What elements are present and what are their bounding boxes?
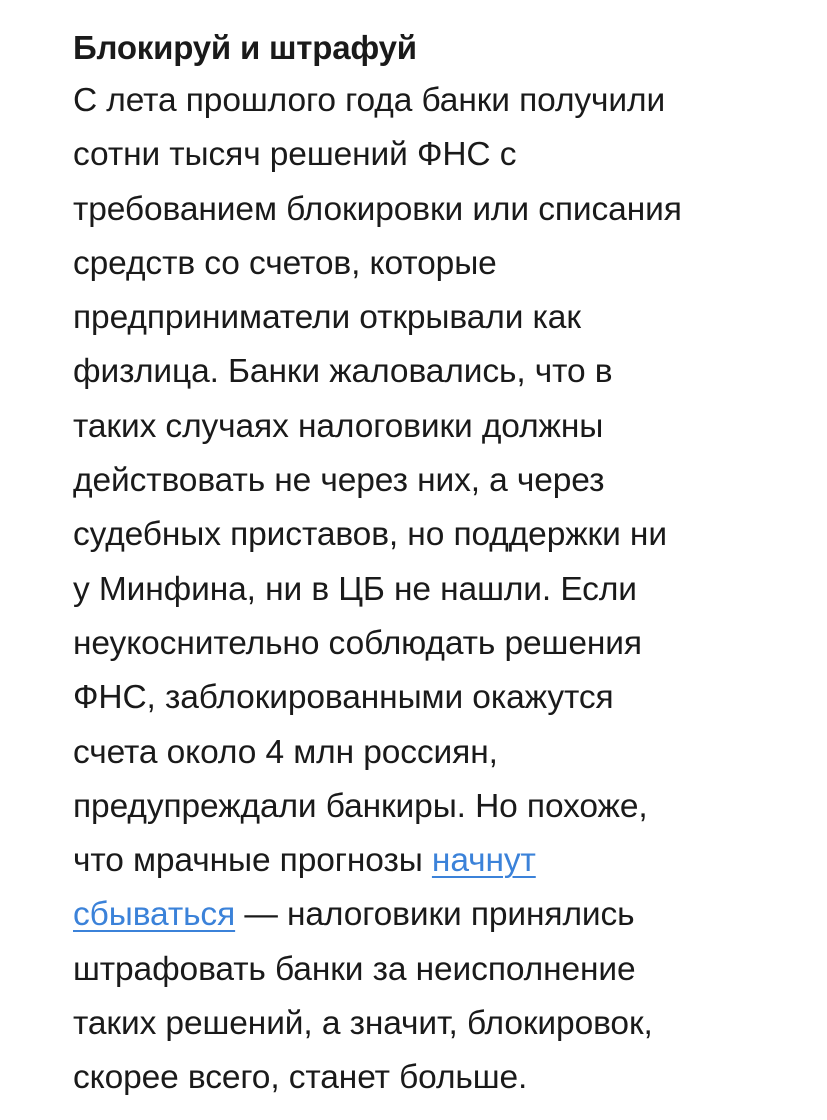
article — [73, 26, 773, 1106]
paragraph-line: счета около 4 млн россиян, — [73, 733, 498, 771]
paragraph-line: предприниматели открывали как — [73, 299, 581, 337]
paragraph-line: у Минфина, ни в ЦБ не нашли. Если — [73, 570, 637, 608]
paragraph-line: действовать не через них, а через — [73, 462, 605, 500]
paragraph-line: сотни тысяч решений ФНС с — [73, 136, 517, 174]
paragraph-line: скорее всего, станет больше. — [73, 1059, 528, 1097]
paragraph-line: С лета прошлого года банки получили — [73, 82, 666, 119]
paragraph-line — [73, 834, 773, 888]
article-heading: Блокируй и штрафуй — [73, 29, 417, 66]
paragraph-line: ФНС, заблокированными окажутся — [73, 679, 614, 717]
paragraph-line: штрафовать банки за неисполнение — [73, 950, 636, 988]
paragraph-line: физлица. Банки жаловались, что в — [73, 353, 613, 391]
article-link-end[interactable]: сбываться — [73, 896, 236, 934]
article-paragraph — [73, 74, 773, 1106]
paragraph-line: предупреждали банкиры. Но похоже, — [73, 787, 648, 825]
paragraph-line: требованием блокировки или списания — [73, 190, 682, 228]
paragraph-line: таких решений, а значит, блокировок, — [73, 1005, 653, 1043]
line-text: что мрачные прогнозы — [73, 842, 432, 880]
paragraph-line: неукоснительно соблюдать решения — [73, 624, 642, 662]
paragraph-line: судебных приставов, но поддержки ни — [73, 516, 667, 554]
article-link-start[interactable]: начнут — [431, 842, 536, 880]
line-text: — налоговики принялись — [235, 896, 635, 934]
paragraph-line: таких случаях налоговики должны — [73, 407, 604, 445]
paragraph-line — [73, 888, 773, 942]
paragraph-line: средств со счетов, которые — [73, 244, 497, 282]
